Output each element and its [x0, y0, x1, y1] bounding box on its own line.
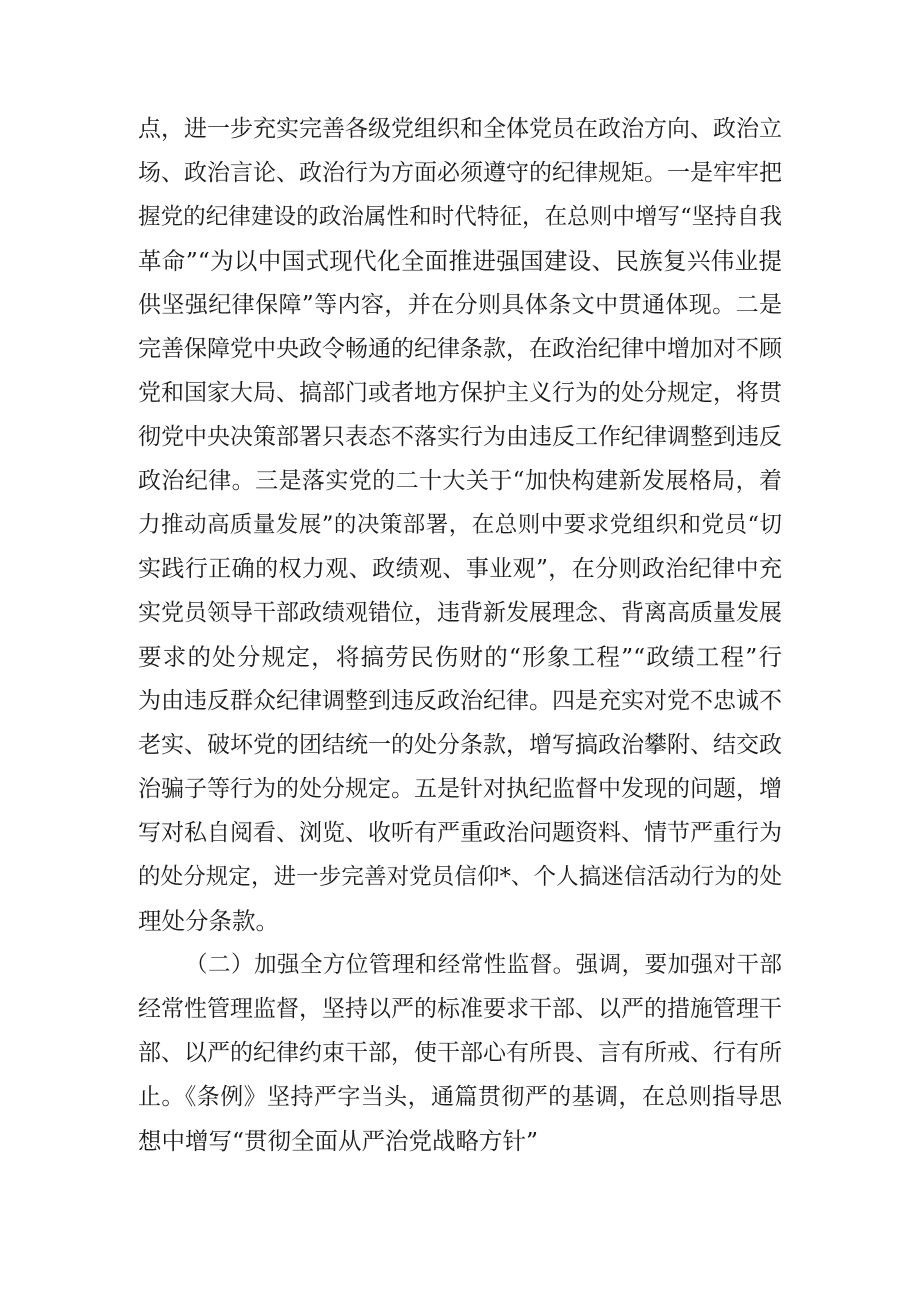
text-line: 的处分规定，进一步完善对党员信仰*、个人搞迷信活动行为的处 — [138, 864, 782, 890]
text-line: 想中增写“贯彻全面从严治党战略方针” — [138, 1127, 539, 1155]
text-line: 要求的处分规定，将搞劳民伤财的“形象工程”“政绩工程”行 — [138, 643, 782, 671]
text-line: 止。《条例》坚持严字当头，通篇贯彻严的基调，在总则指导思 — [138, 1084, 782, 1110]
text-line: 经常性管理监督，坚持以严的标准要求干部、以严的措施管理干 — [138, 996, 782, 1022]
body-text — [138, 107, 782, 1163]
text-line: 供坚强纪律保障”等内容，并在分则具体条文中贯通体现。二是 — [138, 292, 782, 318]
text-line: 理处分条款。 — [138, 907, 279, 935]
text-line: 为由违反群众纪律调整到违反政治纪律。四是充实对党不忠诚不 — [138, 688, 782, 714]
text-line: 点，进一步充实完善各级党组织和全体党员在政治方向、政治立 — [138, 116, 782, 142]
text-line: 部、以严的纪律约束干部，使干部心有所畏、言有所戒、行有所 — [138, 1040, 782, 1066]
text-line: 实党员领导干部政绩观错位，违背新发展理念、背离高质量发展 — [138, 600, 782, 626]
text-line: 实践行正确的权力观、政绩观、事业观”，在分则政治纪律中充 — [138, 556, 782, 582]
text-line: 力推动高质量发展”的决策部署，在总则中要求党组织和党员“切 — [138, 512, 782, 538]
text-line: 写对私自阅看、浏览、收听有严重政治问题资料、情节严重行为 — [138, 820, 782, 846]
text-line: 握党的纪律建设的政治属性和时代特征，在总则中增写“坚持自我 — [138, 204, 782, 230]
text-line: 党和国家大局、搞部门或者地方保护主义行为的处分规定，将贯 — [138, 380, 782, 406]
text-line: （二）加强全方位管理和经常性监督。强调，要加强对干部 — [185, 952, 782, 978]
text-line: 老实、破坏党的团结统一的处分条款，增写搞政治攀附、结交政 — [138, 732, 782, 758]
text-line: 革命”“为以中国式现代化全面推进强国建设、民族复兴伟业提 — [138, 247, 782, 275]
text-line: 完善保障党中央政令畅通的纪律条款，在政治纪律中增加对不顾 — [138, 336, 782, 362]
text-line: 政治纪律。三是落实党的二十大关于“加快构建新发展格局，着 — [138, 468, 782, 494]
text-line: 治骗子等行为的处分规定。五是针对执纪监督中发现的问题，增 — [138, 776, 782, 802]
text-line: 彻党中央决策部署只表态不落实行为由违反工作纪律调整到违反 — [138, 424, 782, 450]
text-line: 场、政治言论、政治行为方面必须遵守的纪律规矩。一是牢牢把 — [138, 160, 782, 186]
